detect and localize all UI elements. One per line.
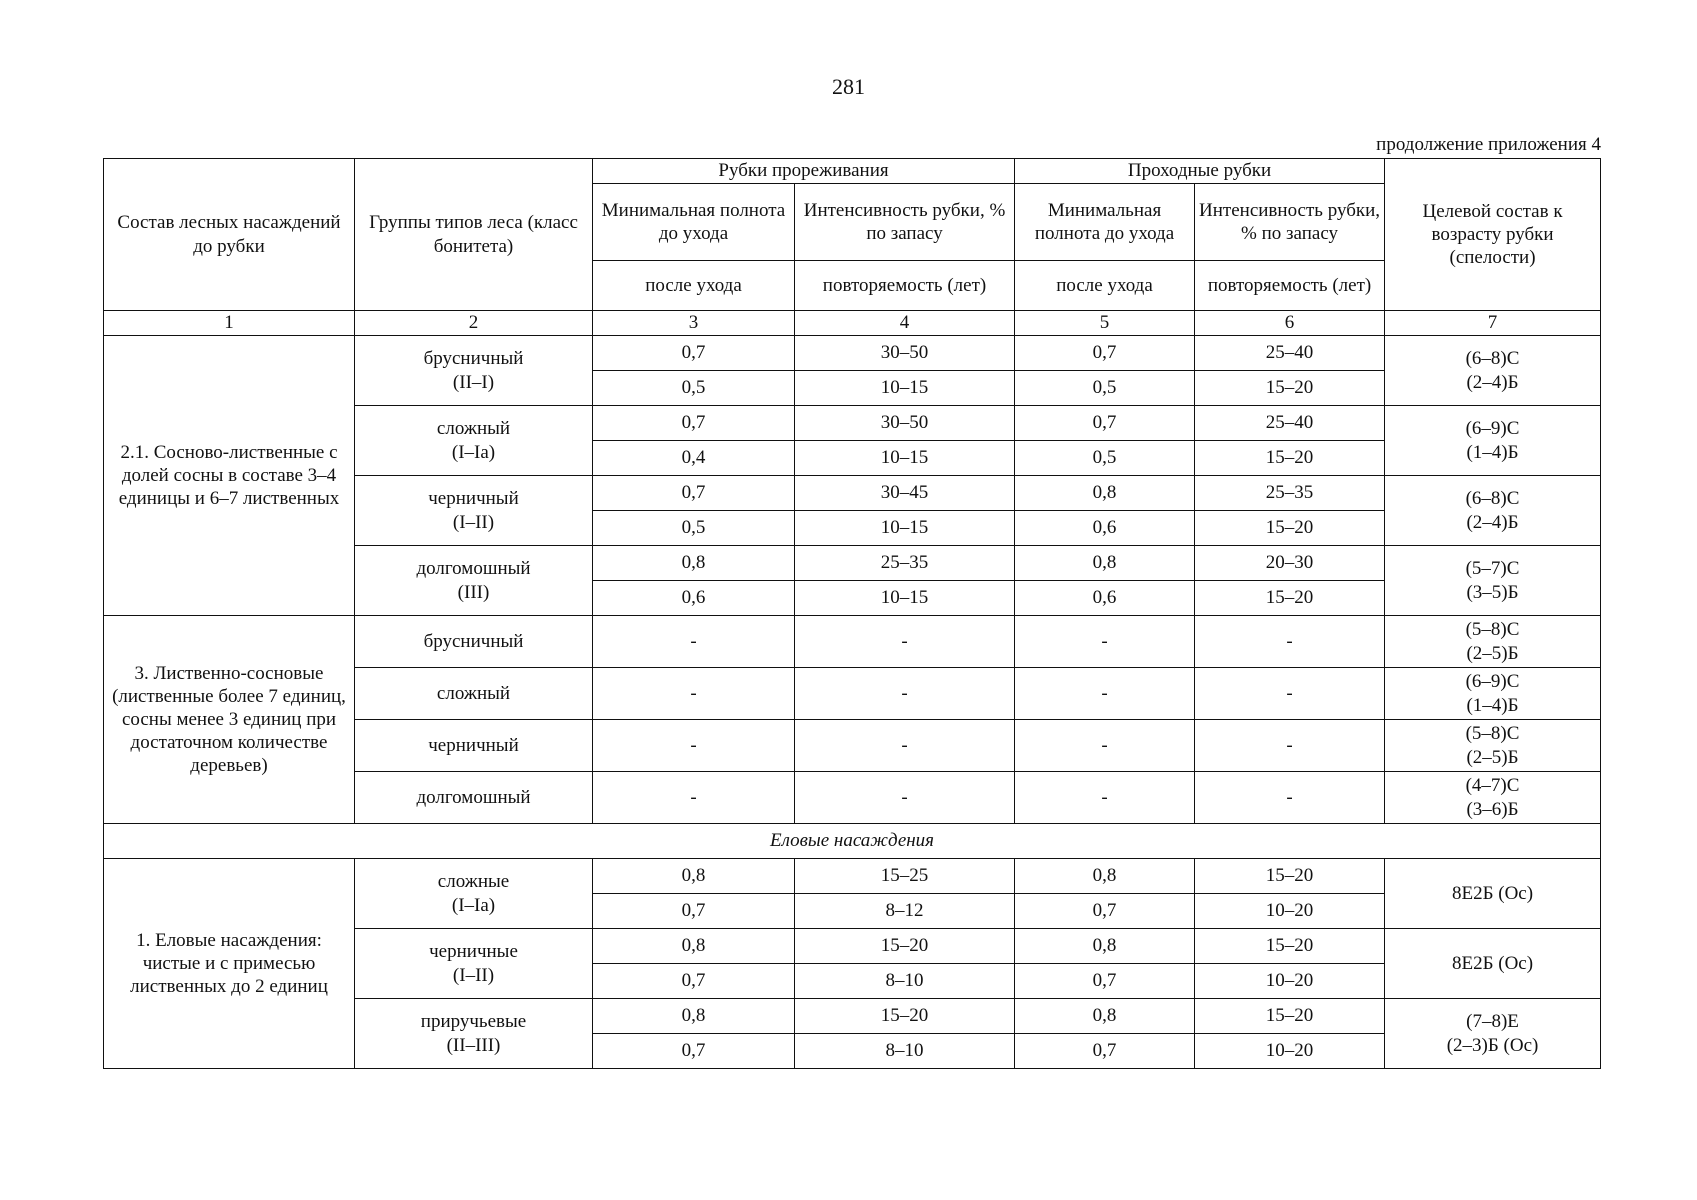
- target-cell-line-1: (6–8)С: [1465, 348, 1520, 370]
- value-cell: 15–20: [1195, 511, 1385, 546]
- forest-type-cell: [355, 999, 593, 1069]
- value-cell: 25–40: [1195, 406, 1385, 441]
- value-cell: 0,6: [1015, 511, 1195, 546]
- header-repeat-passing: повторяемость (лет): [1195, 261, 1385, 311]
- composition-cell: 1. Еловые насаждения: чистые и с примесью лиственных до 2 единиц: [104, 859, 355, 1069]
- value-cell: 0,7: [1015, 336, 1195, 371]
- value-cell: 15–20: [795, 929, 1015, 964]
- value-cell: 0,8: [1015, 546, 1195, 581]
- value-cell: 15–20: [1195, 441, 1385, 476]
- target-cell: [1385, 720, 1601, 772]
- value-cell: 0,7: [593, 1034, 795, 1069]
- forest-type-cell: сложный: [355, 668, 593, 720]
- target-cell-line-2: (1–4)Б: [1466, 694, 1519, 716]
- forest-type-cell-line-2: (I–II): [452, 964, 495, 986]
- forest-type-cell: [355, 476, 593, 546]
- value-cell: 30–50: [795, 406, 1015, 441]
- forest-type-cell-line-2: (I–Ia): [451, 894, 496, 916]
- target-cell-line-2: (2–3)Б (Ос): [1446, 1034, 1539, 1056]
- value-cell: -: [1195, 668, 1385, 720]
- value-cell: -: [1015, 616, 1195, 668]
- target-cell-line-1: (7–8)Е: [1466, 1011, 1519, 1033]
- value-cell: 0,7: [593, 336, 795, 371]
- header-passing: Проходные рубки: [1015, 159, 1385, 184]
- composition-cell: 3. Лиственно-сосновые (лиственные более 7 единиц, сосны менее 3 единиц при достаточном количестве деревьев): [104, 616, 355, 824]
- target-cell: [1385, 546, 1601, 616]
- value-cell: 10–15: [795, 441, 1015, 476]
- value-cell: 0,8: [1015, 929, 1195, 964]
- header-intensity-passing: Интенсивность рубки, % по запасу: [1195, 184, 1385, 261]
- target-cell: [1385, 999, 1601, 1069]
- forest-type-cell: долгомошный: [355, 772, 593, 824]
- header-min-density: Минимальная полнота до ухода: [593, 184, 795, 261]
- value-cell: 0,7: [593, 894, 795, 929]
- header-forest-group: Группы типов леса (класс бонитета): [355, 159, 593, 311]
- forest-type-cell: [355, 336, 593, 406]
- value-cell: 0,7: [1015, 964, 1195, 999]
- target-cell-line-2: (3–5)Б: [1466, 581, 1519, 603]
- target-cell: [1385, 668, 1601, 720]
- value-cell: 0,5: [1015, 441, 1195, 476]
- target-cell-line-1: (6–8)С: [1465, 488, 1520, 510]
- target-cell: [1385, 929, 1601, 999]
- value-cell: 0,8: [593, 859, 795, 894]
- value-cell: 10–20: [1195, 894, 1385, 929]
- forest-type-cell: [355, 929, 593, 999]
- forest-type-cell: черничный: [355, 720, 593, 772]
- target-cell: [1385, 406, 1601, 476]
- value-cell: 25–40: [1195, 336, 1385, 371]
- target-cell-line-1: 8Е2Б (Ос): [1451, 952, 1534, 974]
- section-title: Еловые насаждения: [104, 824, 1601, 859]
- value-cell: -: [1195, 720, 1385, 772]
- value-cell: 10–20: [1195, 964, 1385, 999]
- value-cell: 30–45: [795, 476, 1015, 511]
- column-number: 4: [795, 311, 1015, 336]
- table-row: [104, 336, 1601, 371]
- table-row: [104, 616, 1601, 668]
- value-cell: 10–15: [795, 371, 1015, 406]
- target-cell: [1385, 336, 1601, 406]
- value-cell: -: [795, 720, 1015, 772]
- forest-type-cell: брусничный: [355, 616, 593, 668]
- column-number: 7: [1385, 311, 1601, 336]
- continuation-note: продолжение приложения 4: [1376, 134, 1601, 155]
- target-cell-line-2: (2–5)Б: [1466, 746, 1519, 768]
- value-cell: 15–25: [795, 859, 1015, 894]
- column-number: 5: [1015, 311, 1195, 336]
- target-cell: [1385, 476, 1601, 546]
- value-cell: 0,5: [1015, 371, 1195, 406]
- target-cell: [1385, 859, 1601, 929]
- header-after-passing: после ухода: [1015, 261, 1195, 311]
- value-cell: -: [593, 668, 795, 720]
- value-cell: 15–20: [795, 999, 1015, 1034]
- value-cell: 30–50: [795, 336, 1015, 371]
- header-repeat: повторяемость (лет): [795, 261, 1015, 311]
- value-cell: -: [1195, 772, 1385, 824]
- value-cell: 0,7: [1015, 894, 1195, 929]
- forest-type-cell-line-2: (II–I): [452, 371, 495, 393]
- target-cell-line-2: (3–6)Б: [1466, 798, 1519, 820]
- forest-type-cell-line-1: сложный: [436, 418, 511, 440]
- header-target: Целевой состав к возрасту рубки (спелости): [1385, 159, 1601, 311]
- forest-type-cell: [355, 859, 593, 929]
- target-cell: [1385, 616, 1601, 668]
- value-cell: 0,8: [593, 546, 795, 581]
- value-cell: 15–20: [1195, 859, 1385, 894]
- value-cell: -: [1015, 772, 1195, 824]
- value-cell: -: [1195, 616, 1385, 668]
- page-number: 281: [832, 74, 865, 99]
- forest-type-cell-line-2: (I–Ia): [451, 441, 496, 463]
- table-row: [104, 859, 1601, 894]
- forest-type-cell-line-1: брусничный: [423, 348, 524, 370]
- target-cell-line-1: (6–9)С: [1465, 418, 1520, 440]
- value-cell: 25–35: [795, 546, 1015, 581]
- section-title-row: [104, 824, 1601, 859]
- target-cell-line-1: (5–7)С: [1465, 558, 1520, 580]
- value-cell: -: [795, 772, 1015, 824]
- target-cell-line-2: (2–4)Б: [1466, 511, 1519, 533]
- value-cell: 8–10: [795, 964, 1015, 999]
- value-cell: 25–35: [1195, 476, 1385, 511]
- target-cell: [1385, 772, 1601, 824]
- forest-type-cell-line-2: (III): [457, 581, 490, 603]
- value-cell: 0,5: [593, 371, 795, 406]
- value-cell: 0,8: [593, 999, 795, 1034]
- target-cell-line-2: (2–5)Б: [1466, 642, 1519, 664]
- value-cell: 0,7: [593, 964, 795, 999]
- header-after: после ухода: [593, 261, 795, 311]
- header-min-density-passing: Минимальная полнота до ухода: [1015, 184, 1195, 261]
- composition-cell: 2.1. Сосново-лиственные с долей сосны в составе 3–4 единицы и 6–7 лиственных: [104, 336, 355, 616]
- header-composition: Состав лесных насаждений до рубки: [104, 159, 355, 311]
- value-cell: -: [593, 616, 795, 668]
- forest-type-cell-line-1: приручьевые: [420, 1011, 527, 1033]
- value-cell: 0,4: [593, 441, 795, 476]
- forest-type-cell-line-1: долгомошный: [416, 558, 531, 580]
- column-number: 1: [104, 311, 355, 336]
- value-cell: 15–20: [1195, 371, 1385, 406]
- value-cell: 0,8: [593, 929, 795, 964]
- forest-type-cell-line-1: черничные: [429, 941, 518, 963]
- forest-type-cell-line-2: (I–II): [452, 511, 495, 533]
- value-cell: 0,8: [1015, 999, 1195, 1034]
- forest-type-cell-line-2: (II–III): [446, 1034, 501, 1056]
- forest-type-cell-line-1: сложные: [437, 871, 510, 893]
- value-cell: 10–20: [1195, 1034, 1385, 1069]
- forest-type-cell-line-1: черничный: [428, 488, 519, 510]
- target-cell-line-2: (1–4)Б: [1466, 441, 1519, 463]
- value-cell: 0,7: [1015, 406, 1195, 441]
- forest-type-cell: [355, 546, 593, 616]
- value-cell: 0,6: [1015, 581, 1195, 616]
- value-cell: 8–10: [795, 1034, 1015, 1069]
- target-cell-line-1: 8Е2Б (Ос): [1451, 882, 1534, 904]
- value-cell: 15–20: [1195, 581, 1385, 616]
- target-cell-line-2: (2–4)Б: [1466, 371, 1519, 393]
- value-cell: 0,8: [1015, 859, 1195, 894]
- header-thinning: Рубки прореживания: [593, 159, 1015, 184]
- value-cell: 15–20: [1195, 999, 1385, 1034]
- forest-table: [103, 158, 1601, 1069]
- value-cell: 10–15: [795, 511, 1015, 546]
- value-cell: 0,6: [593, 581, 795, 616]
- target-cell-line-1: (5–8)С: [1465, 619, 1520, 641]
- target-cell-line-1: (4–7)С: [1465, 775, 1520, 797]
- value-cell: 0,7: [593, 476, 795, 511]
- target-cell-line-1: (5–8)С: [1465, 723, 1520, 745]
- value-cell: -: [1015, 668, 1195, 720]
- value-cell: 10–15: [795, 581, 1015, 616]
- column-number: 3: [593, 311, 795, 336]
- column-number: 2: [355, 311, 593, 336]
- value-cell: -: [795, 668, 1015, 720]
- forest-type-cell: [355, 406, 593, 476]
- value-cell: -: [795, 616, 1015, 668]
- value-cell: 8–12: [795, 894, 1015, 929]
- target-cell-line-1: (6–9)С: [1465, 671, 1520, 693]
- value-cell: 20–30: [1195, 546, 1385, 581]
- value-cell: -: [593, 772, 795, 824]
- value-cell: 0,7: [593, 406, 795, 441]
- header-intensity: Интенсивность рубки, % по запасу: [795, 184, 1015, 261]
- value-cell: 0,8: [1015, 476, 1195, 511]
- value-cell: -: [1015, 720, 1195, 772]
- value-cell: 0,5: [593, 511, 795, 546]
- column-number: 6: [1195, 311, 1385, 336]
- value-cell: 0,7: [1015, 1034, 1195, 1069]
- value-cell: 15–20: [1195, 929, 1385, 964]
- value-cell: -: [593, 720, 795, 772]
